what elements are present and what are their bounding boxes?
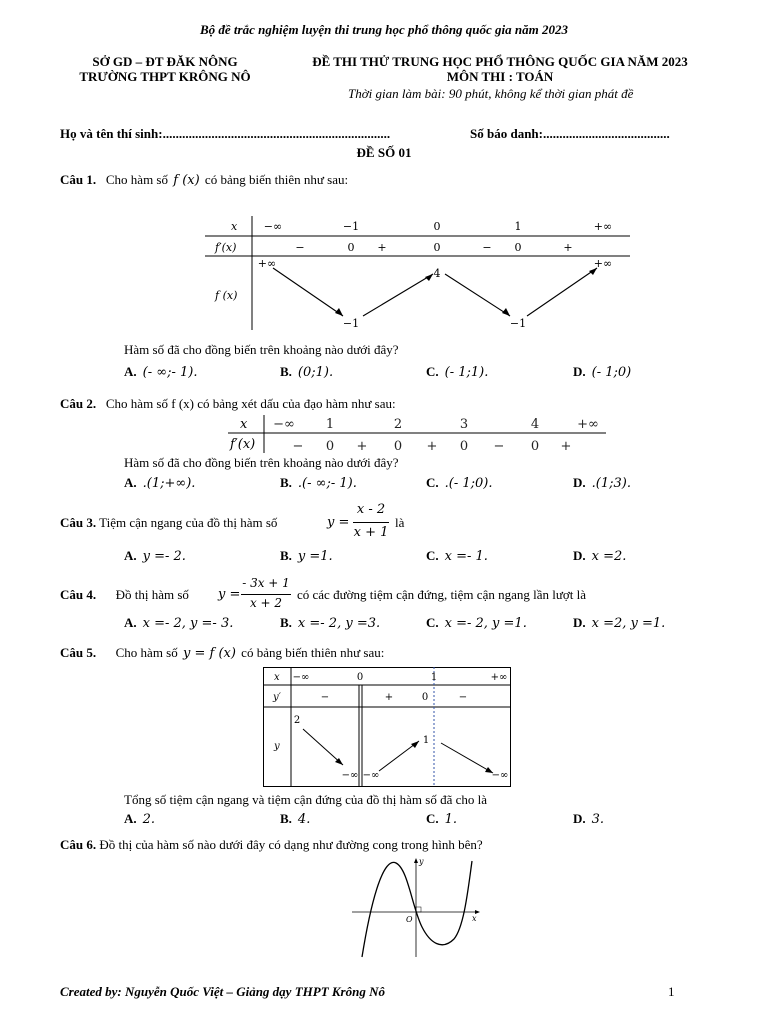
question-6-label: Câu 6.	[60, 837, 97, 852]
question-5-variation-table	[263, 667, 513, 789]
option-label: B.	[280, 615, 292, 630]
q5-y-value: −∞	[362, 770, 380, 781]
q1-sign: 0	[347, 241, 355, 254]
question-4-fraction-bar	[241, 594, 291, 595]
q5-sign: −	[458, 692, 468, 703]
question-3-label: Câu 3.	[60, 515, 97, 530]
question-2-option-c[interactable]	[426, 475, 493, 491]
option-text: y =1.	[297, 549, 333, 564]
question-2-option-a[interactable]	[124, 475, 195, 491]
q5-y-value: 1	[422, 735, 430, 746]
exam-title: ĐỀ THI THỬ TRUNG HỌC PHỔ THÔNG QUỐC GIA NĂM 2023	[312, 54, 688, 69]
q1-x-value: 1	[514, 220, 522, 233]
student-name-row	[60, 126, 390, 142]
footer-credit: Created by: Nguyễn Quốc Việt – Giảng dạy THPT Krông Nô	[60, 984, 385, 999]
question-2-sign-table	[226, 413, 611, 455]
option-text: .(- ∞;- 1).	[297, 476, 357, 491]
document-top-title: Bộ đề trắc nghiệm luyện thi trung học phổ thông quốc gia năm 2023	[199, 22, 569, 37]
question-4-numerator: - 3x + 1	[242, 576, 290, 590]
question-1-prompt: Hàm số đã cho đồng biến trên khoảng nào dưới đây?	[124, 342, 399, 357]
option-label: A.	[124, 364, 137, 379]
question-4-text-pre: Đồ thị hàm số	[115, 587, 189, 602]
question-3-option-a[interactable]	[124, 548, 186, 564]
option-label: A.	[124, 475, 137, 490]
option-label: D.	[573, 615, 586, 630]
question-1-variation-table	[205, 212, 635, 332]
option-label: D.	[573, 548, 586, 563]
option-label: C.	[426, 548, 439, 563]
question-6-stem	[60, 837, 483, 853]
q2-x-value: 4	[530, 417, 540, 432]
q5-x-value: 0	[356, 672, 364, 683]
q1-fp-label: f′(x)	[215, 241, 237, 254]
question-5-option-a[interactable]	[124, 811, 155, 827]
option-label: B.	[280, 475, 292, 490]
question-3-option-d[interactable]	[573, 548, 626, 564]
q1-x-value: −1	[342, 220, 360, 233]
student-name-label: Họ và tên thí sinh:	[60, 126, 163, 141]
q2-sign: 0	[325, 439, 335, 454]
question-5-text-pre: Cho hàm số	[115, 645, 178, 660]
option-text: x =- 1.	[444, 549, 488, 564]
option-label: C.	[426, 811, 439, 826]
school-name: TRƯỜNG THPT KRÔNG NÔ	[79, 69, 251, 84]
q2-sign: 0	[393, 439, 403, 454]
q1-sign: +	[563, 241, 573, 254]
question-4-option-b[interactable]	[280, 615, 380, 631]
question-4-option-c[interactable]	[426, 615, 527, 631]
option-text: (- 1;1).	[444, 365, 489, 380]
option-text: (- ∞;- 1).	[142, 365, 198, 380]
question-3-denominator: x + 1	[353, 525, 389, 540]
option-text: 2.	[142, 812, 156, 827]
question-3-numerator: x - 2	[356, 502, 386, 517]
question-4-y-eq: y =	[218, 587, 241, 602]
option-text: y =- 2.	[142, 549, 186, 564]
q2-sign: 0	[459, 439, 469, 454]
question-3-fraction-bar	[353, 522, 389, 523]
question-5-label: Câu 5.	[60, 645, 97, 660]
q2-sign: +	[426, 439, 438, 454]
q2-sign: −	[493, 439, 505, 454]
q1-sign: +	[377, 241, 387, 254]
option-text: 3.	[591, 812, 605, 827]
option-label: D.	[573, 811, 586, 826]
option-text: (0;1).	[297, 365, 334, 380]
q1-sign: −	[295, 241, 305, 254]
q5-y-value: 2	[293, 715, 301, 726]
q6-axis-x-label: x	[472, 914, 477, 923]
option-text: .(- 1;0).	[444, 476, 493, 491]
question-6-text: Đồ thị của hàm số nào dưới đây có dạng như đường cong trong hình bên?	[99, 837, 483, 852]
option-label: C.	[426, 615, 439, 630]
question-2-stem	[60, 396, 396, 412]
question-5-option-b[interactable]	[280, 811, 310, 827]
option-text: (- 1;0)	[591, 365, 632, 380]
exam-subject: MÔN THI : TOÁN	[446, 69, 554, 84]
question-1-option-d[interactable]	[573, 364, 631, 380]
q2-x-value: −∞	[273, 417, 295, 432]
option-text: x =- 2, y =1.	[444, 616, 527, 631]
q6-origin-label: O	[406, 915, 413, 924]
question-1-func: f (x)	[173, 173, 200, 188]
q5-sign: +	[384, 692, 394, 703]
q1-f-value: +∞	[593, 257, 613, 270]
page-number: 1	[668, 984, 675, 999]
question-6-graph	[350, 855, 485, 960]
q5-x-value: 1	[430, 672, 438, 683]
question-5-option-d[interactable]	[573, 811, 604, 827]
question-5-option-c[interactable]	[426, 811, 457, 827]
option-label: A.	[124, 615, 137, 630]
q5-x-label: x	[274, 672, 280, 683]
question-5-stem	[60, 645, 384, 661]
option-text: .(1;+∞).	[142, 476, 196, 491]
option-label: B.	[280, 811, 292, 826]
exam-duration: Thời gian làm bài: 90 phút, không kể thời gian phát đề	[348, 86, 634, 101]
question-2-label: Câu 2.	[60, 396, 97, 411]
q1-f-label: f (x)	[215, 289, 238, 302]
q1-sign: −	[482, 241, 492, 254]
q1-x-value: 0	[433, 220, 441, 233]
question-2-option-d[interactable]	[573, 475, 631, 491]
q5-sign: 0	[421, 692, 429, 703]
student-id-field[interactable]: .......................................	[542, 126, 670, 141]
student-name-field[interactable]: ......................................................................	[162, 126, 391, 141]
option-label: A.	[124, 548, 137, 563]
q1-f-value: 4	[433, 267, 441, 280]
question-4-option-d[interactable]	[573, 615, 665, 631]
q1-sign: 0	[514, 241, 522, 254]
question-4-text-post: có các đường tiệm cận đứng, tiệm cận ngang lần lượt là	[297, 587, 587, 602]
question-3-text-pre: Tiệm cận ngang của đồ thị hàm số	[99, 515, 278, 530]
question-3-stem	[60, 515, 277, 531]
question-4-option-a[interactable]	[124, 615, 233, 631]
option-text: x =2.	[591, 549, 627, 564]
option-label: D.	[573, 364, 586, 379]
question-2-text: Cho hàm số f (x) có bảng xét dấu của đạo hàm như sau:	[105, 396, 396, 411]
question-4-denominator: x + 2	[249, 596, 283, 610]
q5-y-value: −∞	[341, 770, 359, 781]
q2-fp-label: f′(x)	[230, 437, 256, 452]
option-text: x =2, y =1.	[591, 616, 666, 631]
q1-x-value: −∞	[263, 220, 283, 233]
option-text: 4.	[297, 812, 311, 827]
option-text: 1.	[444, 812, 458, 827]
question-5-prompt: Tổng số tiệm cận ngang và tiệm cận đứng của đồ thị hàm số đã cho là	[124, 792, 488, 807]
exam-code: ĐỀ SỐ 01	[356, 145, 412, 160]
question-5-func: y = f (x)	[183, 646, 236, 661]
question-1-option-c[interactable]	[426, 364, 488, 380]
q5-x-value: +∞	[490, 672, 508, 683]
question-1-option-b[interactable]	[280, 364, 333, 380]
option-label: A.	[124, 811, 137, 826]
question-3-text-post: là	[395, 515, 405, 530]
student-id-row	[470, 126, 670, 142]
option-label: C.	[426, 364, 439, 379]
option-label: B.	[280, 364, 292, 379]
q2-x-value: +∞	[577, 417, 599, 432]
question-5-text-post: có bảng biến thiên như sau:	[241, 645, 385, 660]
option-label: D.	[573, 475, 586, 490]
question-4-label: Câu 4.	[60, 587, 97, 602]
q2-sign: 0	[530, 439, 540, 454]
q5-yp-label: y′	[273, 692, 281, 703]
q5-y-label: y	[274, 741, 280, 752]
question-1-text-pre: Cho hàm số	[105, 172, 168, 187]
question-1-label: Câu 1.	[60, 172, 97, 187]
question-1-text-post: có bảng biến thiên như sau:	[204, 172, 349, 187]
option-text: x =- 2, y =3.	[297, 616, 381, 631]
option-text: .(1;3).	[591, 476, 631, 491]
question-2-prompt: Hàm số đã cho đồng biến trên khoảng nào dưới đây?	[124, 455, 399, 470]
question-4-stem	[60, 587, 189, 603]
option-label: C.	[426, 475, 439, 490]
q1-f-value: −1	[509, 317, 527, 330]
question-1-stem	[60, 172, 348, 188]
q5-y-value: −∞	[491, 770, 509, 781]
q2-sign: −	[292, 439, 304, 454]
q2-x-value: 3	[459, 417, 469, 432]
department-name: SỞ GD – ĐT ĐĂK NÔNG	[92, 54, 238, 69]
q1-f-value: −1	[342, 317, 360, 330]
q6-axis-y-label: y	[419, 857, 424, 866]
q2-x-value: 2	[393, 417, 403, 432]
option-label: B.	[280, 548, 292, 563]
q1-sign: 0	[433, 241, 441, 254]
q2-sign: +	[560, 439, 572, 454]
q2-x-value: 1	[325, 417, 335, 432]
option-text: x =- 2, y =- 3.	[142, 616, 234, 631]
question-2-option-b[interactable]	[280, 475, 357, 491]
question-3-option-b[interactable]	[280, 548, 333, 564]
q1-x-label: x	[231, 220, 238, 233]
q5-x-value: −∞	[292, 672, 310, 683]
question-1-option-a[interactable]	[124, 364, 197, 380]
q1-x-value: +∞	[593, 220, 613, 233]
q1-f-value: +∞	[257, 257, 277, 270]
q5-sign: −	[320, 692, 330, 703]
question-3-option-c[interactable]	[426, 548, 488, 564]
question-3-y-eq: y =	[327, 515, 350, 530]
student-id-label: Số báo danh:	[470, 126, 543, 141]
q2-sign: +	[356, 439, 368, 454]
q2-x-label: x	[240, 417, 248, 432]
